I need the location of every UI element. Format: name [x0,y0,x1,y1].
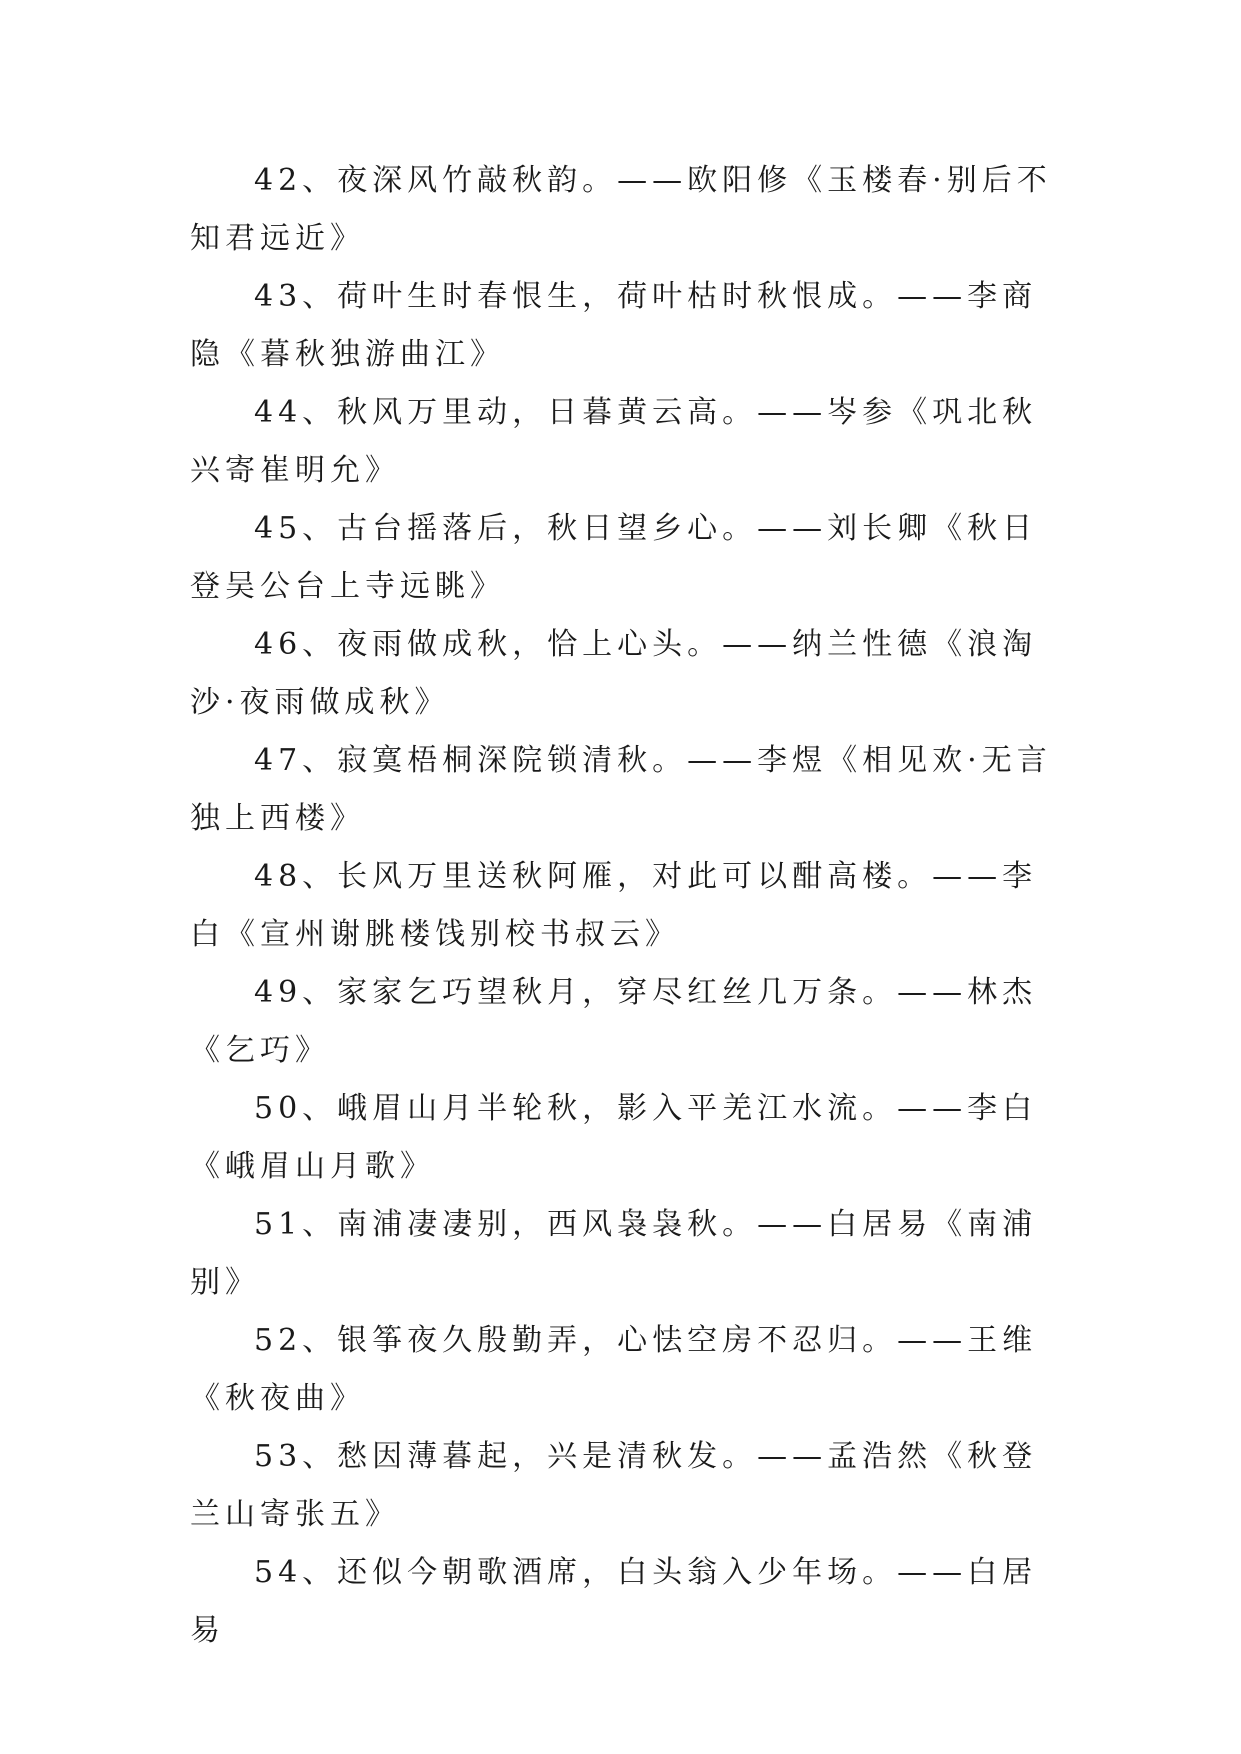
quote-entry-45: 45、古台摇落后，秋日望乡心。——刘长卿《秋日登吴公台上寺远眺》 [190,511,1038,604]
quote-entry-44: 44、秋风万里动，日暮黄云高。——岑参《巩北秋兴寄崔明允》 [190,395,1038,488]
quote-entry-46: 46、夜雨做成秋，恰上心头。——纳兰性德《浪淘沙·夜雨做成秋》 [190,627,1038,720]
quote-entry-48: 48、长风万里送秋阿雁，对此可以酣高楼。——李白《宣州谢朓楼饯别校书叔云》 [190,859,1038,952]
quote-entry-42: 42、夜深风竹敲秋韵。——欧阳修《玉楼春·别后不知君远近》 [190,163,1052,256]
quote-entry-51: 51、南浦凄凄别，西风袅袅秋。——白居易《南浦别》 [190,1207,1038,1300]
quote-entry-43: 43、荷叶生时春恨生，荷叶枯时秋恨成。——李商隐《暮秋独游曲江》 [190,279,1038,372]
quote-entry-53: 53、愁因薄暮起，兴是清秋发。——孟浩然《秋登兰山寄张五》 [190,1439,1038,1532]
poem-quote-list [190,152,1052,1660]
quote-entry-52: 52、银筝夜久殷勤弄，心怯空房不忍归。——王维《秋夜曲》 [190,1323,1038,1416]
quote-entry-54: 54、还似今朝歌酒席，白头翁入少年场。——白居易 [190,1555,1038,1648]
quote-entry-50: 50、峨眉山月半轮秋，影入平羌江水流。——李白《峨眉山月歌》 [190,1091,1038,1184]
quote-entry-49: 49、家家乞巧望秋月，穿尽红丝几万条。——林杰《乞巧》 [190,975,1038,1068]
quote-entry-47: 47、寂寞梧桐深院锁清秋。——李煜《相见欢·无言独上西楼》 [190,743,1052,836]
